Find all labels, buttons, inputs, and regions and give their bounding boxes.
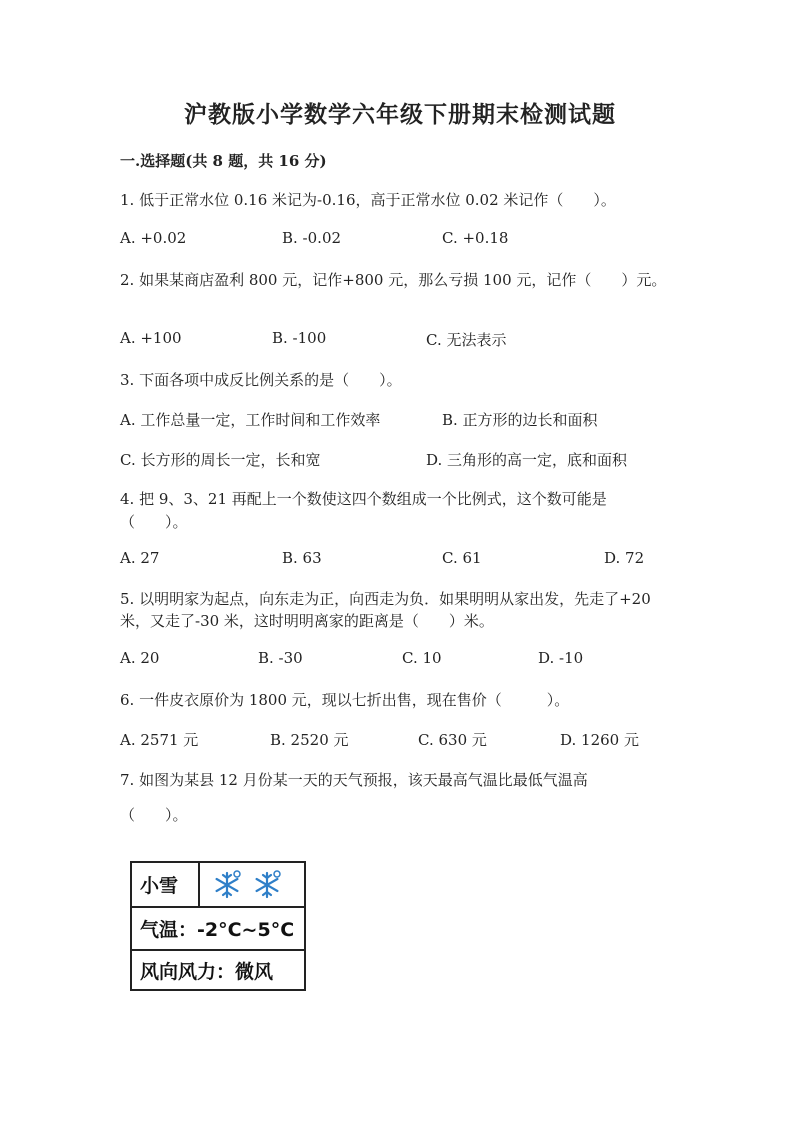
- weather-divider: [198, 863, 200, 906]
- snow-icons: [202, 863, 282, 906]
- weather-row-temperature: [132, 908, 304, 951]
- q1-option-c: C. +0.18: [442, 229, 509, 247]
- section-heading: 一.选择题(共 8 题，共 16 分): [120, 152, 327, 170]
- q2-option-a: A. +100: [120, 329, 182, 347]
- page-title: 沪教版小学数学六年级下册期末检测试题: [184, 101, 616, 128]
- weather-row-condition: [132, 863, 304, 908]
- q6-option-c: C. 630 元: [418, 731, 487, 749]
- weather-condition: 小雪: [140, 875, 179, 897]
- question-7-line2: （ ）。: [120, 806, 188, 824]
- q3-option-c: C. 长方形的周长一定，长和宽: [120, 451, 321, 469]
- question-2: 2. 如果某商店盈利 800 元，记作+800 元，那么亏损 100 元，记作（ ）元。: [120, 271, 667, 289]
- q4-option-b: B. 63: [282, 549, 322, 567]
- question-6: 6. 一件皮衣原价为 1800 元，现以七折出售，现在售价（ ）。: [120, 691, 570, 709]
- q6-option-d: D. 1260 元: [560, 731, 639, 749]
- snowflake-icon: [252, 870, 282, 900]
- q5-option-d: D. -10: [538, 649, 584, 667]
- q3-option-b: B. 正方形的边长和面积: [442, 411, 598, 429]
- question-5-line1: 5. 以明明家为起点，向东走为正，向西走为负．如果明明从家出发，先走了+20: [120, 590, 651, 608]
- q5-option-a: A. 20: [120, 649, 160, 667]
- q2-option-b: B. -100: [272, 329, 327, 347]
- q2-option-c: C. 无法表示: [426, 331, 507, 349]
- question-4-line2: （ ）。: [120, 513, 188, 531]
- q1-option-b: B. -0.02: [282, 229, 342, 247]
- q5-option-b: B. -30: [258, 649, 303, 667]
- question-4-line1: 4. 把 9、3、21 再配上一个数使这四个数组成一个比例式，这个数可能是: [120, 490, 607, 508]
- q6-option-a: A. 2571 元: [120, 731, 199, 749]
- snowflake-icon: [212, 870, 242, 900]
- q3-option-a: A. 工作总量一定，工作时间和工作效率: [120, 411, 381, 429]
- question-1: 1. 低于正常水位 0.16 米记为-0.16，高于正常水位 0.02 米记作（ ）。: [120, 191, 616, 209]
- weather-forecast-figure: [130, 861, 306, 991]
- question-3: 3. 下面各项中成反比例关系的是（ ）。: [120, 371, 402, 389]
- q6-option-b: B. 2520 元: [270, 731, 349, 749]
- q1-option-a: A. +0.02: [120, 229, 187, 247]
- weather-wind: 风向风力：微风: [140, 960, 274, 983]
- q4-option-a: A. 27: [120, 549, 160, 567]
- weather-row-wind: [132, 951, 304, 989]
- q4-option-c: C. 61: [442, 549, 482, 567]
- q3-option-d: D. 三角形的高一定，底和面积: [426, 451, 628, 469]
- question-5-line2: 米，又走了-30 米，这时明明离家的距离是（ ）米。: [120, 612, 494, 630]
- q4-option-d: D. 72: [604, 549, 645, 567]
- weather-temperature: 气温：-2°C~5°C: [140, 919, 295, 941]
- q5-option-c: C. 10: [402, 649, 442, 667]
- question-7-line1: 7. 如图为某县 12 月份某一天的天气预报，该天最高气温比最低气温高: [120, 771, 588, 789]
